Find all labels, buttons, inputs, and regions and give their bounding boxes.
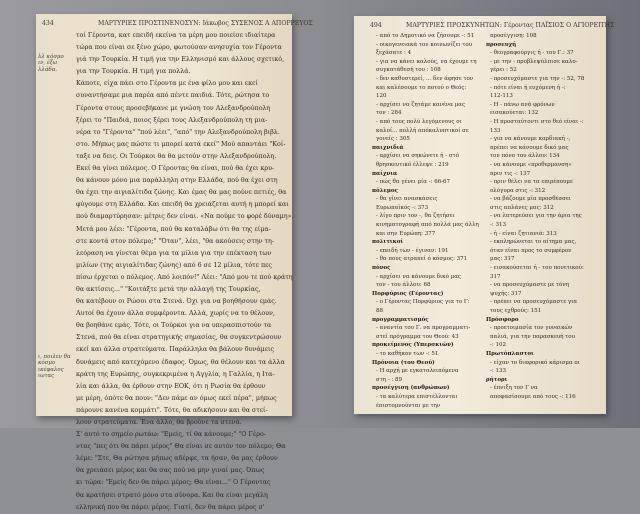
index-heading: Πρόσφορο	[486, 316, 519, 323]
index-heading: Πρόνοια (του Θεού)	[372, 359, 435, 366]
index-entry: - τα καλύτερα επιστέλλονται	[376, 393, 458, 400]
body-text-line: νέρα το "Γέροντα" "πού λέει", "από" την Αλεξανδρούπολη βιβλ.	[76, 128, 280, 136]
index-heading: πόλεμος	[372, 187, 398, 194]
index-entry: - να βάζουμε μία προσθέσσει	[490, 196, 571, 203]
body-text-line: ξέρει το "Παιδιά, ποιος ξέρει τους Αλεξανδρούπολη τη μια-	[76, 116, 268, 124]
index-entry: - ή - είναι ζητιανιά: 313	[490, 230, 557, 237]
index-entry: τον πόνο του άλλου: 134	[490, 153, 560, 160]
index-column-a	[372, 32, 484, 410]
body-text-line: με μέρη, όπότε θα πουν: "Δεν πάμε αν όμως εκεί πέρα", μήπως	[76, 394, 277, 402]
index-entry: - επειδή των - έγιναν: 191	[376, 247, 449, 254]
body-text-line: δυνάμεις από κατεχόμενο έδαφος. Όμως, θα θέλουν και τα άλλα	[76, 358, 285, 366]
body-text-line: θα βοηθάνε εμάς. Τότε, οι Τούρκοι για να υπερασπιστούν τα	[76, 322, 272, 330]
index-heading: πολιτικοί	[372, 239, 404, 246]
index-column-b	[486, 32, 602, 402]
body-text-line: μιλίων (της αιγιαλίτιδας ζώνης) από 6 σε 12 μίλια, τότε πες	[76, 261, 272, 269]
left-page-body-text	[76, 30, 294, 514]
body-text-line: κράτη της Ευρώπης, συγκεκριμένα η Αγγλία, η Γαλλία, η Ιτα-	[76, 370, 275, 378]
body-text-line: στο. Μήπως μας πώστε τι μπορεί κατά εκεί" Μού απαντάει "Κοί-	[76, 140, 286, 148]
index-entry: - από το Δημοτικό να ζήσουμε -: 51	[376, 33, 475, 39]
body-text-line: θα κάνουν μόνο μια παράλληλη στην Ελλάδα, πού θα έχει στη	[76, 177, 278, 185]
index-entry: 317	[490, 273, 501, 280]
body-text-line: Σ' αυτό το σημείο ρωτάω: "Εμείς, τί θα κάνουμε;" "Ο Γέρο-	[76, 431, 266, 439]
index-entry: καλοί... πολλή απόκαλυπτικοί σε	[376, 127, 469, 134]
index-entry: - αναντία του Γ. να προγραμματι-	[376, 325, 471, 332]
index-entry: - από τους πολύ λεγόμενους οι	[376, 118, 462, 125]
body-text-line: εκεί και άλλα στρατεύματα. Παράλληλα θα βάλουν δυνάμεις	[76, 346, 275, 354]
index-entry: 88	[376, 308, 383, 314]
index-entry: τον - του άλλου: 68	[376, 282, 431, 289]
body-text-line: θα έχει την αιγιαλίτιδα ζώνης. Και έμας θα μας πούνε πετιές, θα	[76, 189, 287, 197]
index-entry: - προσευχόμαστε για την -: 52, 78	[490, 75, 585, 82]
body-text-line: Στενά, πού θα είναι στρατηγικής σημασίας, θα συγκεντρώσουν	[76, 334, 282, 342]
body-text-line: Κάποτε, είχα πάει στο Γέροντα με ένα φίλο μου και εκεί	[76, 80, 258, 88]
index-heading: παιχνιδιά	[372, 144, 404, 151]
body-text-line: Μετά μου λέει: "Γέροντα, πού θα καταλάβω ότι θα της είμα-	[76, 225, 271, 233]
index-entry: - οικογενειακά τον κοινωνίζει του	[376, 41, 473, 48]
index-heading: ρήτορι	[486, 376, 508, 383]
index-entry: παλιά, για την παρασκευή του	[490, 333, 575, 340]
index-entry: 133	[490, 127, 501, 134]
index-entry: συγκατάθεσή του : 108	[376, 67, 441, 74]
index-entry: κινηματογραφή από πολλά μας άλλη	[376, 222, 479, 229]
body-text-line: τώρα που είναι σε ξένο χώρο, φωτούσαν ανησυχία τον Γέροντα	[76, 44, 282, 52]
index-heading: προσέγγιση (ανθρώπων)	[372, 385, 450, 392]
index-entry: - εισακούσεται ή - του πονετικού:	[490, 265, 584, 272]
index-entry: - το καθήκον των -: 51	[376, 350, 439, 357]
index-entry: ψυχής: 317	[490, 290, 522, 297]
index-entry: - έπνιξη τον Γ να	[490, 385, 538, 392]
index-entry: - να κάνουμε «προθερμανση»	[490, 161, 572, 168]
index-heading: προσευχή	[486, 41, 517, 48]
index-heading: προκείμενος (Υπερσκιών)	[372, 342, 454, 349]
index-entry: και καλέσουμε το ποτού ο Θεός:	[376, 84, 467, 91]
body-text-line: τοί Γέροντα, κατ επειδή εκείνα τα μέρη μου ποιείσε ιδιαίτερα	[76, 32, 276, 39]
body-text-line: θα κρατήσει στρατό μόνο στα σύνορα. Και θα είναι μεγάλη	[76, 491, 268, 499]
body-text-line: φύγουμε στη Ελλάδα. Και επειδή θα χρειάζεται αυτή η μπορεί και	[76, 201, 289, 209]
index-entry: 120	[376, 93, 387, 100]
index-entry: - Η - πάνω ανά φρόνων	[490, 101, 555, 108]
index-entry: Ευρωπαϊκός -: 373	[376, 204, 429, 211]
index-heading: πόνος	[372, 265, 391, 272]
index-entry: θρησκευτικό έλλεψε : 219	[376, 161, 449, 168]
index-entry: - θεογραφούργις ή - του Γ.: 37	[490, 50, 574, 57]
left-page-header	[42, 20, 54, 27]
index-entry: ολόγυρα στις -: 312	[490, 187, 546, 194]
index-entry: - εκπληρώνεται το αίτημα μας,	[490, 239, 577, 246]
index-entry: - με την - προβλεψόλπισε καλο-	[490, 58, 578, 65]
index-entry: - αρχίσει να ζητάμε κανένα μας	[376, 101, 466, 108]
index-entry: όταν είναι προς το συμφέρον	[490, 247, 572, 254]
body-text-line: συναντήσαμε μια παρέα από πέντε παιδιά. Τότε, ρώτησα το	[76, 92, 270, 100]
index-entry: προσέγγιση: 108	[490, 33, 537, 39]
index-entry: - είχαν το διαφορικό κάρισμα οι	[490, 359, 580, 366]
index-entry: ξεχάσατε : 4	[376, 50, 412, 57]
left-running-head: ΜΑΡΤΥΡΙΕΣ ΠΡΟΣΤΙΝΕΝΟΣΥΝ: Ιάκωβος ΣΥΣΕΝΟΣ Α ΑΠΟΡΡΕΥΟΣ	[98, 20, 313, 27]
body-text-line: λεόραση να γίνεται θέμα για τα μίλια για την επέκταση των	[76, 249, 272, 257]
body-text-line: πού διαμαρτύρησαν: μέτρις δεν είναι. «Να πούμε το φορέ δύναμη».	[76, 213, 294, 221]
index-entry: στις απλάνες μας: 312	[490, 204, 554, 211]
body-text-line: λουν στρατεύματα. Ένα άλλο, θα βρούνε τα στενά.	[76, 419, 242, 426]
index-entry: γονείς : 305	[376, 136, 410, 143]
body-text-line: ελληνική που θα πάρει μέρος. Γιατί, δεν θα πάρει μέρος σ'	[76, 503, 265, 511]
body-text-line: θα ακτίσεις..." "Κοιτάξτε μετά την αλλαγή της Τουρκίας,	[76, 285, 261, 293]
index-entry: - να προσευχόμαστε με τόνη	[490, 282, 570, 289]
index-entry: 112-113	[490, 93, 513, 100]
body-text-line: Αυτοί θα έχουν άλλα συμφέροντα. Αλλά, χωρίς να το θέλουν,	[76, 310, 275, 318]
index-entry: - θα πους ατραπεί ό κόσμος: 371	[376, 256, 468, 263]
index-entry: τον : 284	[376, 110, 402, 117]
right-page-number: 494	[370, 22, 382, 29]
index-entry: - να λατερεύσει για την άρια της	[490, 213, 582, 220]
index-entry: - για να κάνουμε καρδιακή -,	[490, 136, 571, 143]
index-entry: - Η αρχή με εγκαταλειπόμενα	[376, 368, 459, 375]
index-entry: - θα γίνει ανασκάσεις	[376, 196, 438, 203]
index-entry: πρέπει να κάνουμε δικό μας	[490, 144, 569, 151]
index-entry: -: 313	[490, 222, 506, 229]
index-entry: πριν τις -: 137	[490, 170, 531, 177]
body-text-line: γιά την Τουρκία. Η τιμή για την Ελληνισμό και άλλους σχετικό,	[76, 56, 285, 64]
index-entry: έπιστομνούνται με την	[376, 402, 441, 409]
body-text-line: πάρουνε κανένα κομμάτι". Τότε, θα αδικήσουν και θα στεί-	[76, 406, 268, 414]
index-entry: -: 102	[490, 342, 506, 349]
body-text-line: πίσω έρχεται ο πόλεμος. Από λοιπόν!" Λέει: "Από μου τε πού κράτη	[76, 273, 293, 281]
index-entry: και σην Ευρώπη: 377	[376, 230, 436, 237]
body-text-line: Γέροντα στους προσεβήκανε με γνώση τον Αλεξανδρούπολη	[76, 104, 271, 112]
index-entry: μας: 317	[490, 256, 515, 263]
body-text-line: ντας "πες ότι θα πάρει μέρος" Θα είναι σε αυτόν τον πόλεμο; Θα	[76, 443, 286, 451]
index-entry: γέρει : 52	[490, 67, 517, 74]
body-text-line: θα κατέβουν οι Ρώσοι στα Στενά. Όχι για να βοηθήσουν εμάς.	[76, 298, 277, 306]
body-text-line: ταξε να δεις. Οι Τούρκοι θα θα μετούν στην Αλεξανδρούπολη.	[76, 152, 277, 160]
left-margin-note-bottom: ι, ποιλεν θα κόσμο ικέφαλος ιωτας	[38, 354, 71, 379]
right-page	[354, 16, 615, 414]
right-running-head: ΜΑΡΤΥΡΙΕΣ ΠΡΟΣΚΥΝΗΤΩΝ: Γέροντας ΠΑΪΣΙΟΣ Ο ΑΓΙΟΡΕΙΤΗΣ	[406, 22, 615, 29]
body-text-line: κι τώρα: "Εμείς δεν θα πάρει μέρος; Θα είναι..." Ο Γέροντας	[76, 479, 271, 487]
index-entry: - λίγο πριν τον -, θα ζητήσει	[376, 213, 455, 220]
body-text-line: θα χρειάσει μέρος και θα σας πού να μην γιναί μας. Όπως	[76, 467, 265, 475]
index-entry: - Η προσταύτοντι στο θεό είναι -:	[490, 118, 584, 125]
index-entry: - πρέπει να προσευχόμαστε για	[490, 299, 578, 306]
body-text-line: Εκεί θα γίνει πόλεμος. Ο Γέροντας θα είναι, πού θα έχει κρυ-	[76, 165, 275, 173]
index-entry: - πώς θα γένει μία -: 66-67	[376, 179, 451, 186]
index-heading: παίχνια	[372, 170, 398, 177]
index-entry: - δεν καθυστερεί, ... δεν άφησε τον	[376, 75, 474, 82]
index-heading: Πρωτόπλαστοι	[486, 350, 534, 357]
index-entry: - πότε είναι ή ευχόμενη ή -:	[490, 84, 566, 91]
index-heading: Πορφύριος (Γέροντας)	[372, 290, 444, 297]
index-entry: - για να κάνει καλούς, να έχουμε τη	[376, 58, 477, 65]
body-text-line: λέμε: "Στε, Θα ρώτησα μήπως αδέρφε, τα ήσαν, θα μας έρθουν	[76, 455, 278, 463]
index-heading: προγραμματισμός	[372, 316, 429, 323]
index-entry: στεί πρόγραμμα του Θεού: 43	[376, 333, 459, 340]
index-entry: - πριν θέλει να τα επιρέπουμε	[490, 179, 573, 186]
left-page	[36, 14, 313, 511]
index-entry: - αρχίσει να κάνουμε δικό μας	[376, 273, 462, 280]
index-entry: εισακούεται: 132	[490, 110, 539, 117]
index-entry: στη - : 89	[376, 376, 403, 383]
body-text-line: λία και άλλα, θα έρθουν στην ΕΟΚ, ότι η Ρωσία θα έρθουν	[76, 382, 266, 390]
index-entry: - αρχίσει να σηκώνετε ή - στό	[376, 153, 459, 160]
body-text-line: στε κοντά στον πόλεμο;" "Όταν", λέει, "θα ακούσεις στην τη-	[76, 237, 274, 245]
index-entry: - προετοιμασία τον γυναικών	[490, 325, 573, 332]
index-entry: τους εχθρούς: 151	[490, 308, 542, 314]
body-text-line: για την Τουρκία. Η τιμή για πολλά.	[76, 68, 191, 76]
index-entry: -: 133	[490, 368, 506, 375]
index-entry: αποφασίσουμε από τους -: 116	[490, 393, 576, 400]
index-entry: - ο Γέροντας Πορφύριος για το Γ:	[376, 299, 470, 306]
left-margin-note-top: λλ κόσμο ιν, έξω λλάδα.	[38, 54, 64, 73]
left-page-number: 434	[42, 20, 54, 27]
